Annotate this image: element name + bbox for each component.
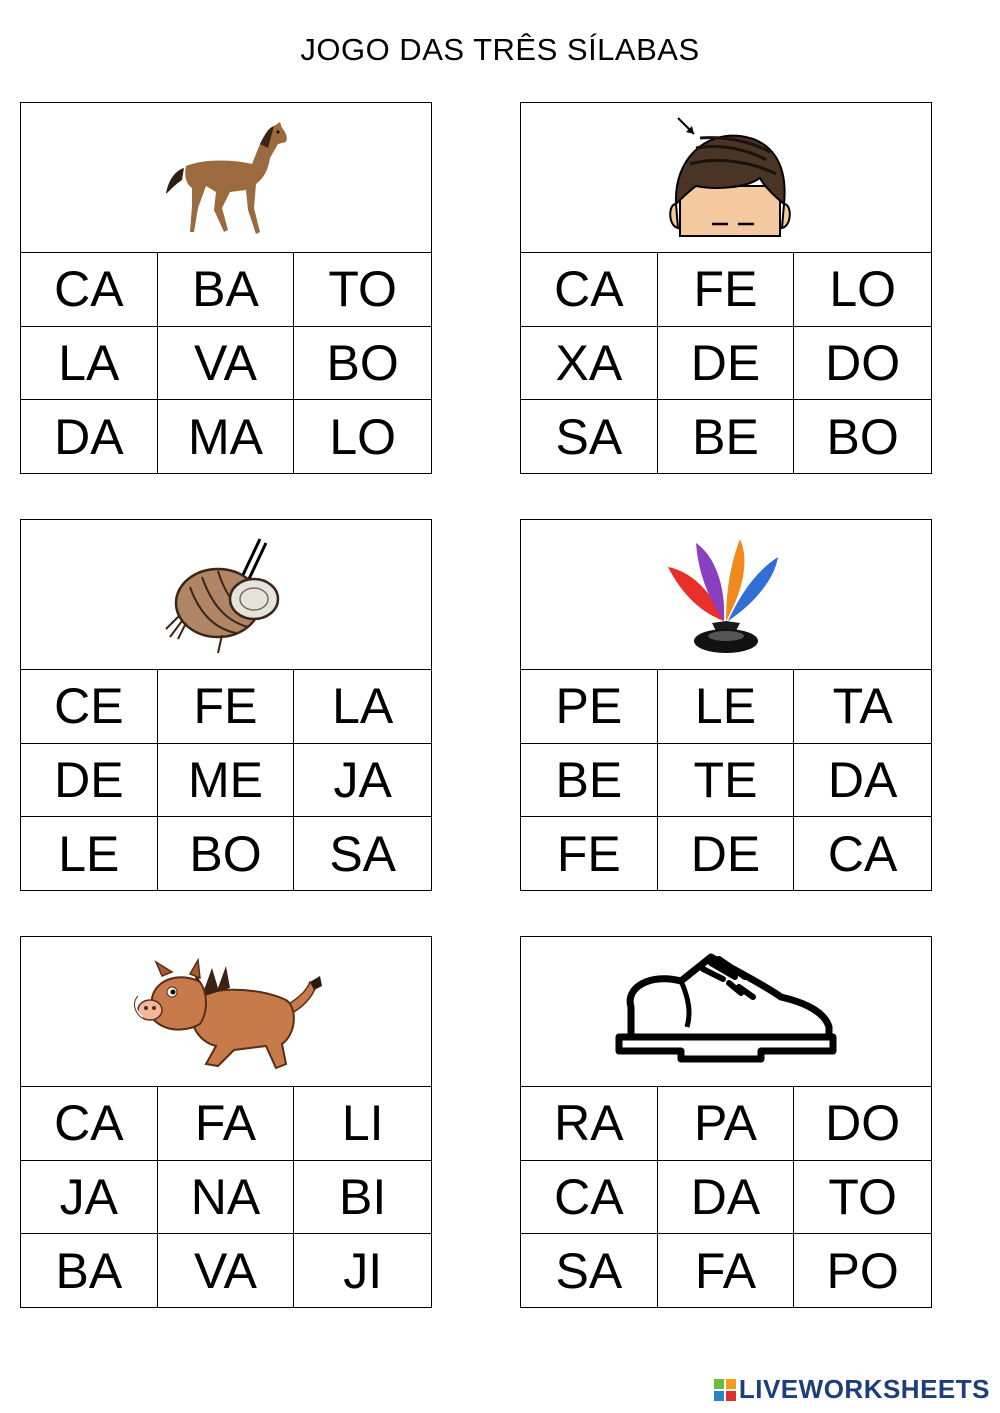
syllable-cell[interactable]: BO (294, 327, 431, 401)
card-hair (520, 102, 932, 474)
syllable-cell[interactable]: RA (521, 1087, 658, 1161)
hair-icon (656, 108, 796, 248)
syllable-cell[interactable]: PO (826, 1243, 899, 1300)
syllable-cell[interactable]: CA (521, 1161, 658, 1235)
syllable-cell[interactable]: CA (21, 1087, 158, 1161)
card-onion (20, 519, 432, 891)
picture-area (521, 103, 931, 253)
horse-icon (156, 108, 296, 248)
page-title: JOGO DAS TRÊS SÍLABAS (300, 32, 700, 67)
syllable-cell[interactable]: CA (521, 253, 658, 327)
syllable-cell[interactable]: BI (294, 1161, 431, 1235)
syllable-cell[interactable]: VA (158, 1234, 295, 1308)
syllable-cell[interactable]: BE (658, 400, 795, 474)
syllable-cell[interactable]: SA (521, 400, 658, 474)
syllable-cell[interactable]: DA (21, 400, 158, 474)
syllable-grid (21, 253, 431, 474)
syllable-cell[interactable]: JA (294, 744, 431, 818)
warthog-icon (126, 942, 326, 1082)
card-shuttlecock (520, 519, 932, 891)
syllable-cell[interactable]: TO (794, 1161, 931, 1235)
syllable-cell[interactable]: DO (794, 327, 931, 401)
syllable-cell[interactable]: SA (521, 1234, 658, 1308)
syllable-cell[interactable]: VA (158, 327, 295, 401)
syllable-grid (21, 1087, 431, 1308)
shoe-icon (611, 947, 841, 1077)
syllable-cell[interactable]: DA (794, 744, 931, 818)
syllable-cell[interactable]: JI (343, 1243, 383, 1300)
syllable-cell[interactable]: NA (158, 1161, 295, 1235)
syllable-cell[interactable]: PA (658, 1087, 795, 1161)
syllable-cell[interactable]: DE (21, 744, 158, 818)
syllable-cell[interactable]: SA (329, 826, 397, 883)
syllable-cell[interactable]: PE (521, 670, 658, 744)
onion-icon (156, 525, 296, 665)
syllable-cell[interactable]: TE (658, 744, 795, 818)
card-shoe (520, 936, 932, 1308)
card-warthog (20, 936, 432, 1308)
logo-text: LIVEWORKSHEETS (738, 1374, 990, 1404)
syllable-cell[interactable]: LA (294, 670, 431, 744)
syllable-grid (21, 670, 431, 891)
syllable-cell[interactable]: FA (658, 1234, 795, 1308)
syllable-cell[interactable]: FE (521, 817, 658, 891)
syllable-cell[interactable]: FE (158, 670, 295, 744)
syllable-cell[interactable]: DA (658, 1161, 795, 1235)
picture-area (21, 937, 431, 1087)
syllable-cell[interactable]: LO (794, 253, 931, 327)
syllable-cell[interactable]: FE (658, 253, 795, 327)
syllable-cell[interactable]: LE (658, 670, 795, 744)
syllable-cell[interactable]: JA (21, 1161, 158, 1235)
syllable-cell[interactable]: DE (658, 817, 795, 891)
syllable-cell[interactable]: LA (21, 327, 158, 401)
syllable-cell[interactable]: ME (158, 744, 295, 818)
liveworksheets-logo (714, 1374, 990, 1405)
syllable-cell[interactable]: TO (294, 253, 431, 327)
picture-area (521, 520, 931, 670)
syllable-cell[interactable]: FA (158, 1087, 295, 1161)
syllable-cell[interactable]: CE (21, 670, 158, 744)
syllable-cell[interactable]: LI (294, 1087, 431, 1161)
shuttlecock-icon (656, 525, 796, 665)
card-horse (20, 102, 432, 474)
syllable-cell[interactable]: MA (158, 400, 295, 474)
syllable-cell[interactable]: TA (794, 670, 931, 744)
syllable-grid (521, 670, 931, 891)
syllable-grid (521, 1087, 931, 1308)
syllable-cell[interactable]: XA (521, 327, 658, 401)
syllable-cell[interactable]: BA (21, 1234, 158, 1308)
picture-area (21, 103, 431, 253)
syllable-cell[interactable]: LO (329, 409, 397, 466)
syllable-cell[interactable]: BO (158, 817, 295, 891)
logo-mark-icon (714, 1379, 736, 1401)
syllable-grid (521, 253, 931, 474)
syllable-cell[interactable]: CA (827, 826, 898, 883)
syllable-cell[interactable]: DE (658, 327, 795, 401)
syllable-cell[interactable]: LE (21, 817, 158, 891)
syllable-cell[interactable]: BE (521, 744, 658, 818)
picture-area (21, 520, 431, 670)
syllable-cell[interactable]: CA (21, 253, 158, 327)
syllable-cell[interactable]: BA (158, 253, 295, 327)
picture-area (521, 937, 931, 1087)
syllable-cell[interactable]: DO (794, 1087, 931, 1161)
syllable-cell[interactable]: BO (826, 409, 899, 466)
